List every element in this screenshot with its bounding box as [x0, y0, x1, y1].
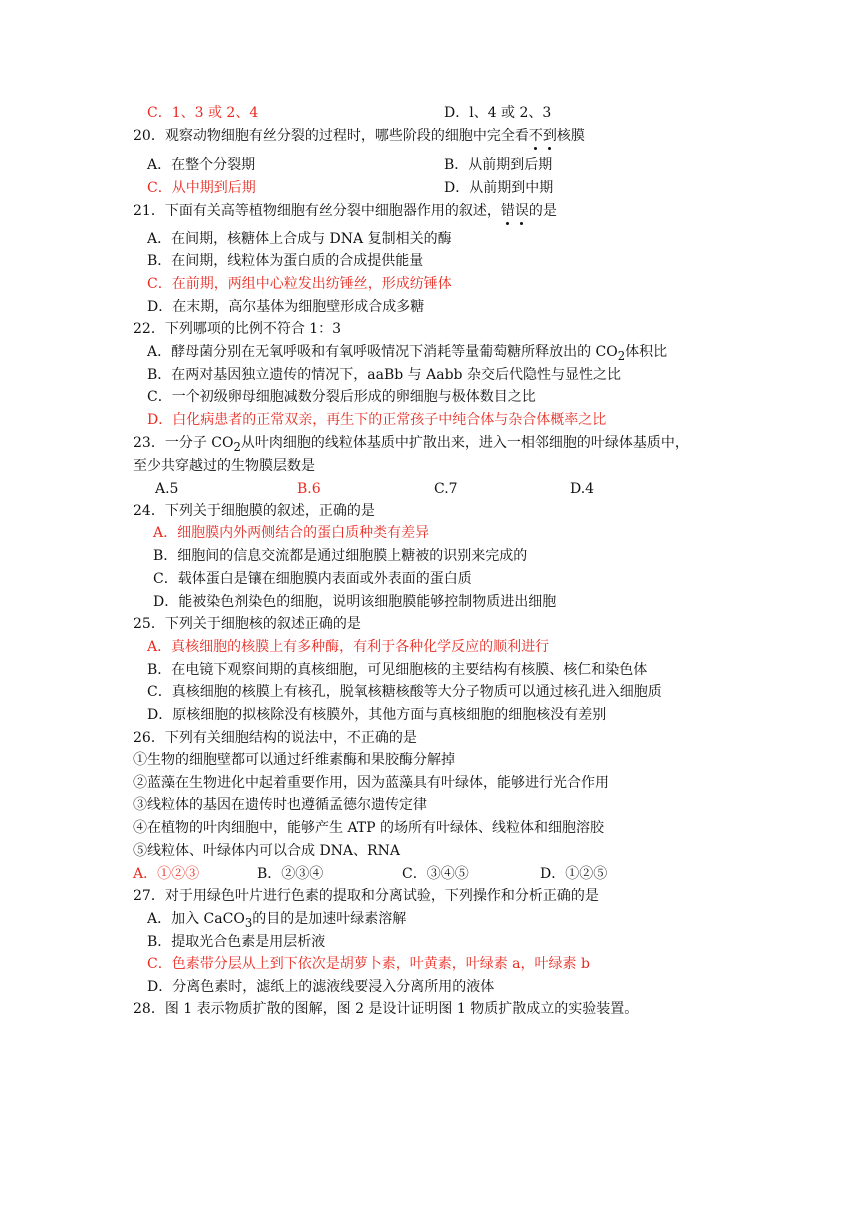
q22-stem: 22．下列哪项的比例不符合 1：3 [133, 321, 342, 337]
q21-option-b: B．在间期，线粒体为蛋白质的合成提供能量 [147, 253, 424, 269]
q22-option-a: A．酵母菌分别在无氧呼吸和有氧呼吸情况下消耗等量葡萄糖所释放出的 $CO_2$体积比 [147, 344, 668, 363]
q21-option-d: D．在末期，高尔基体为细胞壁形成合成多糖 [147, 299, 425, 315]
q21-option-c: C．在前期，两组中心粒发出纺锤丝，形成纺锤体 [147, 276, 452, 292]
q23-option-b: B.6 [297, 481, 321, 497]
q22-option-b: B．在两对基因独立遗传的情况下，aaBb 与 Aabb 杂交后代隐性与显性之比 [147, 367, 621, 383]
q20-option-d: D．从前期到中期 [444, 180, 554, 196]
q21-stem: 21．下面有关高等植物细胞有丝分裂中细胞器作用的叙述，错误的是 [133, 200, 557, 222]
q25-stem: 25．下列关于细胞核的叙述正确的是 [133, 616, 361, 632]
q24-option-c: C．载体蛋白是镶在细胞膜内表面或外表面的蛋白质 [153, 571, 472, 587]
q19-option-c: C．1、3 或 2、4 [147, 105, 259, 121]
q22-option-c: C．一个初级卵母细胞减数分裂后形成的卵细胞与极体数目之比 [147, 389, 536, 405]
q23-stem-line2: 至少共穿越过的生物膜层数是 [133, 458, 315, 474]
q25-option-a: A．真核细胞的核膜上有多种酶，有利于各种化学反应的顺利进行 [147, 639, 550, 655]
q24-option-a: A．细胞膜内外两侧结合的蛋白质种类有差异 [153, 525, 430, 541]
q26-stem: 26．下列有关细胞结构的说法中，不正确的是 [133, 730, 417, 746]
q28-stem: 28．图 1 表示物质扩散的图解，图 2 是设计证明图 1 物质扩散成立的实验装置。 [133, 1001, 639, 1017]
q24-option-d: D．能被染色剂染色的细胞，说明该细胞膜能够控制物质进出细胞 [153, 594, 557, 610]
q23-option-d: D.4 [570, 481, 595, 497]
q26-statement-4: ④在植物的叶肉细胞中，能够产生 ATP 的场所有叶绿体、线粒体和细胞溶胶 [133, 820, 605, 836]
q27-option-b: B．提取光合色素是用层析液 [147, 934, 326, 950]
q20-stem: 20．观察动物细胞有丝分裂的过程时，哪些阶段的细胞中完全看不到核膜 [133, 125, 585, 147]
q24-option-b: B．细胞间的信息交流都是通过细胞膜上糖被的识别来完成的 [153, 548, 528, 564]
q27-stem: 27．对于用绿色叶片进行色素的提取和分离试验，下列操作和分析正确的是 [133, 888, 599, 904]
q25-option-b: B．在电镜下观察间期的真核细胞，可见细胞核的主要结构有核膜、核仁和染色体 [147, 662, 648, 678]
q26-statement-3: ③线粒体的基因在遗传时也遵循孟德尔遗传定律 [133, 797, 427, 813]
q27-option-c: C．色素带分层从上到下依次是胡萝卜素，叶黄素，叶绿素 a，叶绿素 b [147, 956, 590, 972]
q23-option-c: C.7 [434, 481, 458, 497]
q23-option-a: A.5 [155, 481, 179, 497]
q27-option-a: A．加入 CaCO$_3$的目的是加速叶绿素溶解 [147, 911, 407, 930]
q25-option-d: D．原核细胞的拟核除没有核膜外，其他方面与真核细胞的细胞核没有差别 [147, 707, 607, 723]
q27-option-d: D．分离色素时，滤纸上的滤液线要浸入分离所用的液体 [147, 979, 495, 995]
q24-stem: 24．下列关于细胞膜的叙述，正确的是 [133, 503, 375, 519]
q20-option-b: B．从前期到后期 [444, 157, 553, 173]
q26-statement-5: ⑤线粒体、叶绿体内可以合成 DNA、RNA [133, 843, 400, 859]
q25-option-c: C．真核细胞的核膜上有核孔，脱氧核糖核酸等大分子物质可以通过核孔进入细胞质 [147, 684, 662, 700]
q19-option-d: D．l、4 或 2、3 [444, 105, 552, 121]
q20-option-a: A．在整个分裂期 [147, 157, 256, 173]
q23-stem-line1: 23．一分子 $CO_2$从叶肉细胞的线粒体基质中扩散出来，进入一相邻细胞的叶绿体基质中， [133, 435, 689, 454]
q26-statement-1: ①生物的细胞壁都可以通过纤维素酶和果胶酶分解掉 [133, 752, 455, 768]
q26-option-a: A．①②③ [133, 866, 200, 882]
q26-statement-2: ②蓝藻在生物进化中起着重要作用，因为蓝藻具有叶绿体，能够进行光合作用 [133, 775, 609, 791]
q22-option-d: D．白化病患者的正常双亲，再生下的正常孩子中纯合体与杂合体概率之比 [147, 412, 607, 428]
q20-option-c: C．从中期到后期 [147, 180, 256, 196]
q26-option-b: B．②③④ [257, 866, 324, 882]
q21-option-a: A．在间期，核糖体上合成与 DNA 复制相关的酶 [147, 231, 452, 247]
q26-option-c: C．③④⑤ [402, 866, 469, 882]
q26-option-d: D．①②⑤ [540, 866, 608, 882]
